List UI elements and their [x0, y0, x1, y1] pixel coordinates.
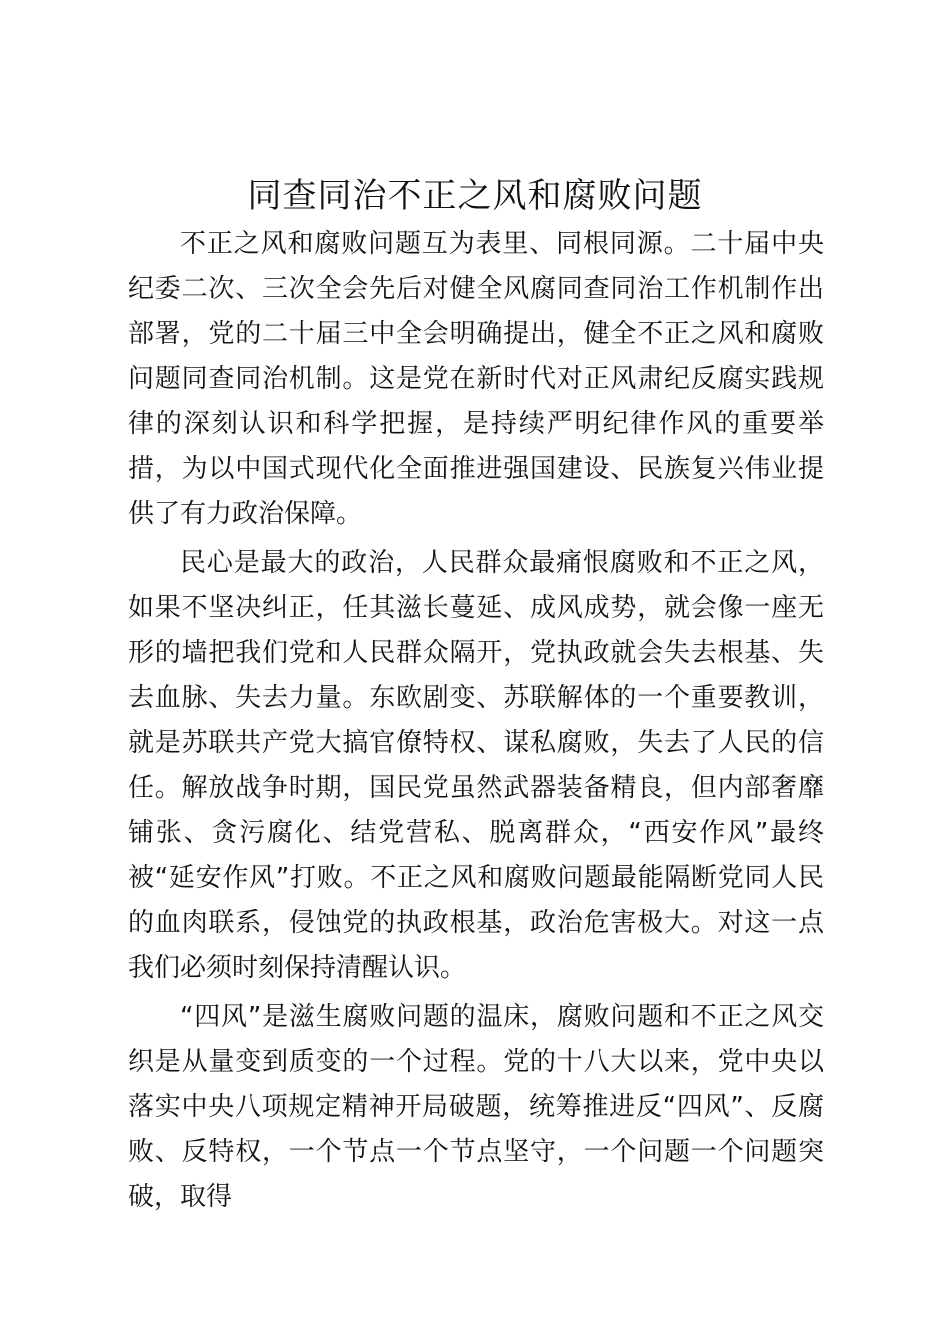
paragraph-1: 不正之风和腐败问题互为表里、同根同源。二十届中央纪委二次、三次全会先后对健全风腐同查同治工作机制作出部署，党的二十届三中全会明确提出，健全不正之风和腐败问题同查同治机制。这是党在新时代对正风肃纪反腐实践规律的深刻认识和科学把握，是持续严明纪律作风的重要举措，为以中国式现代化全面推进强国建设、民族复兴伟业提供了有力政治保障。: [128, 229, 824, 529]
paragraph-3: “四风”是滋生腐败问题的温床，腐败问题和不正之风交织是从量变到质变的一个过程。党的十八大以来，党中央以落实中央八项规定精神开局破题，统筹推进反“四风”、反腐败、反特权，一个节点一个节点坚守，一个问题一个问题突破，取得: [128, 1002, 824, 1212]
paragraph-2: 民心是最大的政治，人民群众最痛恨腐败和不正之风，如果不坚决纠正，任其滋长蔓延、成风成势，就会像一座无形的墙把我们党和人民群众隔开，党执政就会失去根基、失去血脉、失去力量。东欧剧变、苏联解体的一个重要教训，就是苏联共产党大搞官僚特权、谋私腐败，失去了人民的信任。解放战争时期，国民党虽然武器装备精良，但内部奢靡铺张、贪污腐化、结党营私、脱离群众，“西安作风”最终被“延安作风”打败。不正之风和腐败问题最能隔断党同人民的血肉联系，侵蚀党的执政根基，政治危害极大。对这一点我们必须时刻保持清醒认识。: [128, 548, 824, 983]
document-title: 同查同治不正之风和腐败问题: [247, 176, 703, 216]
document-body: [128, 222, 824, 1224]
